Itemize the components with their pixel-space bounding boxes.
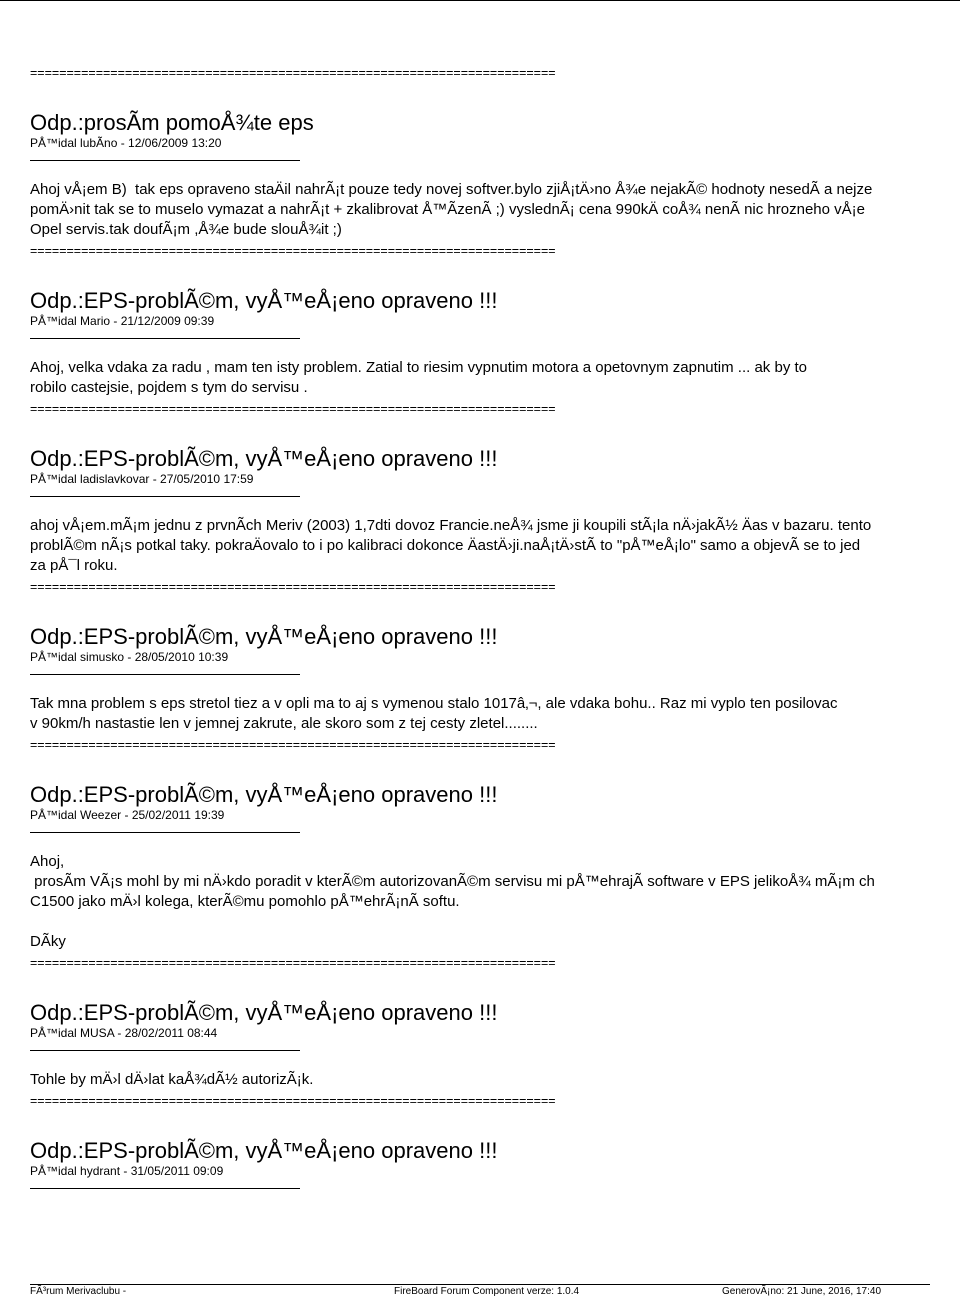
post-body [30,1070,960,1090]
post-body-line: v 90km/h nastastie len v jemnej zakrute, ale skoro som z tej cesty zletel........ [30,715,538,732]
post-body-line: robilo castejsie, pojdem s tym do servisu . [30,379,308,396]
post-title: Odp.:EPS-problÃ©m, vyÅ™eÅ¡eno opraveno !!! [30,288,498,313]
post-title: Odp.:prosÃm pomoÅ¾te eps [30,110,314,135]
post-body-line: Tak mna problem s eps stretol tiez a v opli ma to aj s vymenou stalo 1017â‚¬, ale vdaka bohu.. Raz mi vyplo ten posilovac [30,695,838,712]
post-body-line: za pÅ¯l roku. [30,557,118,574]
post-body-line: prosÃm VÃ¡s mohl by mi nÄ›kdo poradit v kterÃ©m autorizovanÃ©m servisu mi pÅ™ehrajÃ software v EPS jelikoÅ¾ mÃ¡m ch [30,873,875,890]
post-body-line: Tohle by mÄ›l dÄ›lat kaÅ¾dÃ½ autorizÃ¡k. [30,1071,314,1088]
post-title: Odp.:EPS-problÃ©m, vyÅ™eÅ¡eno opraveno !!! [30,782,498,807]
forum-post [30,110,960,240]
post-author-date: PÅ™idal MUSA - 28/02/2011 08:44 [30,1026,218,1040]
forum-post [30,624,960,734]
post-body [30,694,960,734]
page-footer [30,1284,930,1298]
post-separator: ======================================================================== [30,1094,556,1108]
post-author-date: PÅ™idal hydrant - 31/05/2011 09:09 [30,1164,224,1178]
top-rule [0,0,960,1]
post-header-rule [30,496,300,497]
post-body [30,358,960,398]
post-body-line: ahoj vÅ¡em.mÃ¡m jednu z prvnÃch Meriv (2003) 1,7dti dovoz Francie.neÅ¾ jsme ji koupili stÃ¡la nÄ›jakÃ½ Äas v bazaru. tento [30,517,872,534]
post-title: Odp.:EPS-problÃ©m, vyÅ™eÅ¡eno opraveno !!! [30,1138,498,1163]
post-author-date: PÅ™idal ladislavkovar - 27/05/2010 17:59 [30,472,254,486]
post-separator: ======================================================================== [30,580,556,594]
forum-post [30,1000,960,1090]
footer-forum-name: FÃ³rum Merivaclubu - [30,1286,127,1297]
post-header-rule [30,1050,300,1051]
footer-generated-date: GenerovÃ¡no: 21 June, 2016, 17:40 [722,1286,882,1297]
post-author-date: PÅ™idal lubÃno - 12/06/2009 13:20 [30,136,222,150]
footer-component-version: FireBoard Forum Component verze: 1.0.4 [394,1286,580,1297]
forum-post [30,288,960,398]
post-separator: ======================================================================== [30,738,556,752]
post-separator: ======================================================================== [30,66,556,80]
post-body-line: problÃ©m nÃ¡s potkal taky. pokraÄovalo to i po kalibraci dokonce ÄastÄ›ji.naÅ¡tÄ›stÃ to "pÅ™eÅ¡lo" samo a objevÃ se to jed [30,537,861,554]
post-header-rule [30,832,300,833]
post-body [30,180,960,240]
post-body-line [30,912,960,932]
post-header-rule [30,1188,300,1189]
post-body-line: Ahoj, [30,853,65,870]
post-separator: ======================================================================== [30,956,556,970]
post-body-line: Ahoj vÅ¡em B) tak eps opraveno staÄil nahrÃ¡t pouze tedy novej softver.bylo zjiÅ¡tÄ›no Å¾e nejakÃ© hodnoty nesedÃ a nejze [30,181,873,198]
post-separator: ======================================================================== [30,402,556,416]
post-header-rule [30,160,300,161]
post-body-line: C1500 jako mÄ›l kolega, kterÃ©mu pomohlo pÅ™ehrÃ¡nÃ softu. [30,893,460,910]
post-body-line: Ahoj, velka vdaka za radu , mam ten isty problem. Zatial to riesim vypnutim motora a opetovnym zapnutim ... ak by to [30,359,807,376]
post-body [30,516,960,576]
post-author-date: PÅ™idal Weezer - 25/02/2011 19:39 [30,808,225,822]
post-author-date: PÅ™idal simusko - 28/05/2010 10:39 [30,650,229,664]
post-body-line: DÃky [30,933,66,950]
forum-post [30,782,960,952]
post-header-rule [30,674,300,675]
post-title: Odp.:EPS-problÃ©m, vyÅ™eÅ¡eno opraveno !!! [30,1000,498,1025]
post-body-line: pomÄ›nit tak se to muselo vymazat a nahrÃ¡t + zkalibrovat Å™ÃzenÃ ;) vyslednÃ¡ cena 990kÄ coÅ¾ nenÃ nic hrozneho vÅ¡e [30,201,865,218]
post-header-rule [30,338,300,339]
post-list [30,62,960,1189]
post-body [30,852,960,952]
post-title: Odp.:EPS-problÃ©m, vyÅ™eÅ¡eno opraveno !!! [30,624,498,649]
post-author-date: PÅ™idal Mario - 21/12/2009 09:39 [30,314,215,328]
forum-post [30,1138,960,1189]
post-title: Odp.:EPS-problÃ©m, vyÅ™eÅ¡eno opraveno !!! [30,446,498,471]
forum-post [30,446,960,576]
post-body-line: Opel servis.tak doufÃ¡m ,Å¾e bude slouÅ¾it ;) [30,221,342,238]
post-separator: ======================================================================== [30,244,556,258]
